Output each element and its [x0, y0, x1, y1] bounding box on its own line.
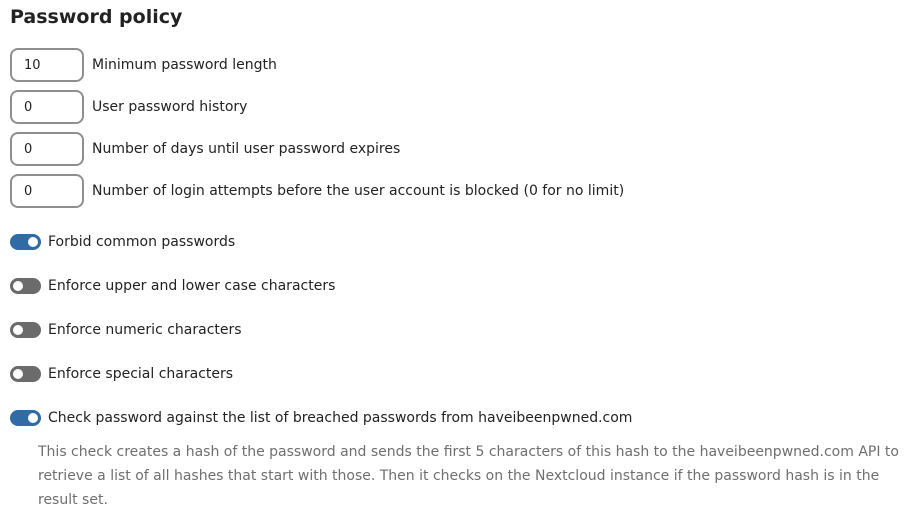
login-attempts-input[interactable] [10, 174, 84, 208]
forbid-common-switch[interactable] [10, 234, 41, 250]
toggle-numeric[interactable] [10, 320, 242, 340]
toggle-breached[interactable] [10, 408, 632, 428]
toggle-forbid-common[interactable] [10, 232, 235, 252]
history-input[interactable] [10, 90, 84, 124]
toggle-special[interactable] [10, 364, 233, 384]
breached-label: Check password against the list of breached passwords from haveibeenpwned.com [48, 410, 633, 426]
section-title: Password policy [10, 6, 183, 28]
toggle-upper-lower[interactable] [10, 276, 335, 296]
min-length-row [10, 48, 277, 82]
breached-hint-text: This check creates a hash of the password and sends the first 5 characters of this hash to the haveibeenpwned.com API to retrieve a list of all hashes that start with those. Then it checks on the Nextcloud instance if the password hash is in the result set. [38, 444, 899, 508]
history-row [10, 90, 247, 124]
switch-knob [13, 281, 23, 291]
numeric-label: Enforce numeric characters [48, 322, 242, 338]
special-switch[interactable] [10, 366, 41, 382]
min-length-label: Minimum password length [92, 57, 277, 73]
switch-knob [13, 325, 23, 335]
expiry-days-input[interactable] [10, 132, 84, 166]
numeric-switch[interactable] [10, 322, 41, 338]
login-attempts-label: Number of login attempts before the user account is blocked (0 for no limit) [92, 183, 625, 199]
min-length-input[interactable] [10, 48, 84, 82]
upper-lower-label: Enforce upper and lower case characters [48, 278, 336, 294]
expiry-row [10, 132, 400, 166]
special-label: Enforce special characters [48, 366, 234, 382]
switch-knob [28, 237, 38, 247]
forbid-common-label: Forbid common passwords [48, 234, 236, 250]
switch-knob [28, 413, 38, 423]
upper-lower-switch[interactable] [10, 278, 41, 294]
expiry-days-label: Number of days until user password expires [92, 141, 401, 157]
history-label: User password history [92, 99, 248, 115]
breached-switch[interactable] [10, 410, 41, 426]
switch-knob [13, 369, 23, 379]
login-attempts-row [10, 174, 624, 208]
